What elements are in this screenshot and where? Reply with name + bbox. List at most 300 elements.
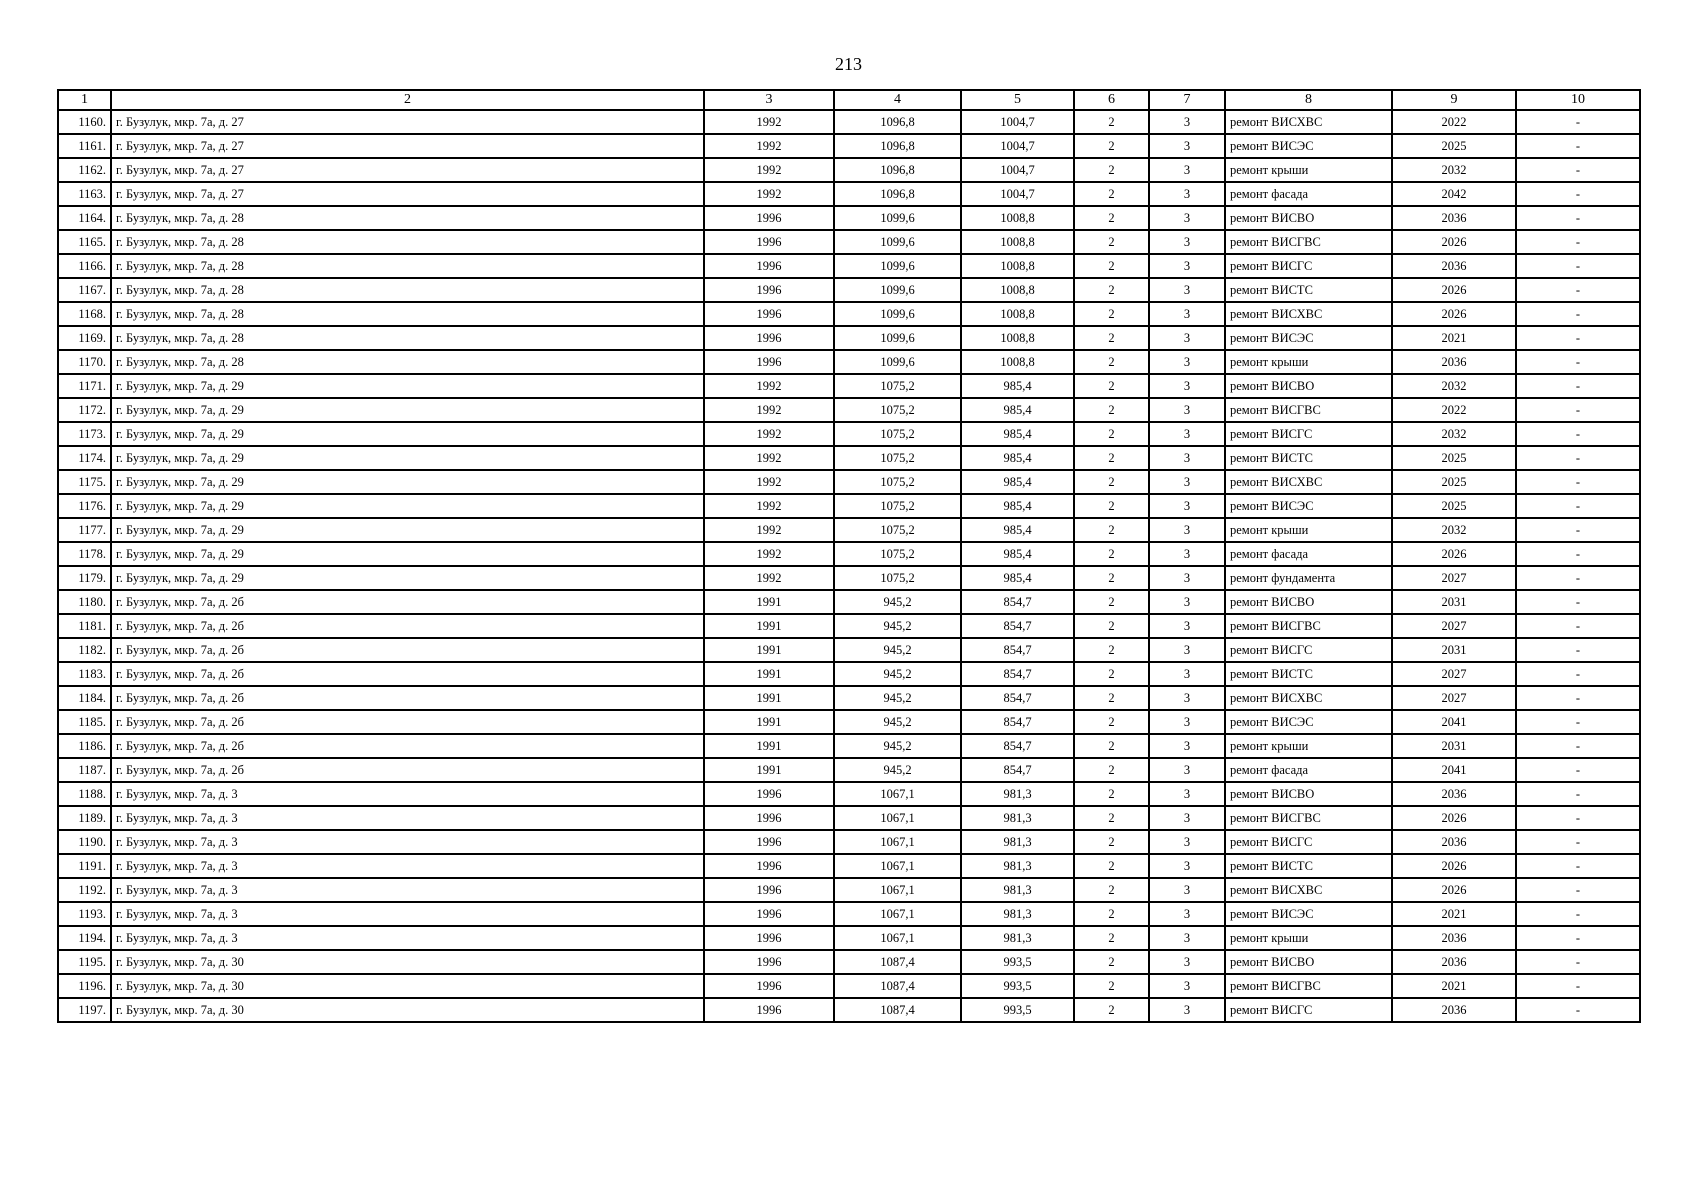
cell-entrances: 3 — [1149, 710, 1225, 734]
cell-total-area: 1099,6 — [834, 206, 961, 230]
cell-planned-year: 2021 — [1392, 326, 1516, 350]
cell-total-area: 1075,2 — [834, 518, 961, 542]
cell-entrances: 3 — [1149, 206, 1225, 230]
cell-living-area: 981,3 — [961, 902, 1074, 926]
cell-row-number: 1178. — [58, 542, 111, 566]
cell-living-area: 854,7 — [961, 686, 1074, 710]
table-row — [58, 134, 1640, 158]
table-row — [58, 110, 1640, 134]
cell-planned-year: 2036 — [1392, 206, 1516, 230]
header-col-4: 4 — [834, 90, 961, 110]
cell-total-area: 945,2 — [834, 614, 961, 638]
cell-planned-year: 2025 — [1392, 134, 1516, 158]
cell-address: г. Бузулук, мкр. 7а, д. 29 — [111, 494, 704, 518]
cell-living-area: 1008,8 — [961, 278, 1074, 302]
cell-note: - — [1516, 638, 1640, 662]
cell-entrances: 3 — [1149, 878, 1225, 902]
cell-entrances: 3 — [1149, 590, 1225, 614]
cell-floors: 2 — [1074, 422, 1149, 446]
cell-living-area: 985,4 — [961, 374, 1074, 398]
cell-note: - — [1516, 278, 1640, 302]
cell-build-year: 1992 — [704, 134, 834, 158]
cell-address: г. Бузулук, мкр. 7а, д. 2б — [111, 758, 704, 782]
cell-address: г. Бузулук, мкр. 7а, д. 30 — [111, 974, 704, 998]
cell-work-type: ремонт ВИСЭС — [1225, 710, 1392, 734]
cell-work-type: ремонт ВИСХВС — [1225, 110, 1392, 134]
cell-note: - — [1516, 998, 1640, 1022]
cell-address: г. Бузулук, мкр. 7а, д. 3 — [111, 782, 704, 806]
cell-note: - — [1516, 758, 1640, 782]
cell-total-area: 945,2 — [834, 662, 961, 686]
cell-work-type: ремонт ВИСВО — [1225, 950, 1392, 974]
cell-build-year: 1996 — [704, 998, 834, 1022]
cell-row-number: 1194. — [58, 926, 111, 950]
cell-work-type: ремонт ВИСГВС — [1225, 614, 1392, 638]
cell-living-area: 981,3 — [961, 854, 1074, 878]
cell-planned-year: 2026 — [1392, 878, 1516, 902]
cell-living-area: 985,4 — [961, 566, 1074, 590]
cell-build-year: 1992 — [704, 158, 834, 182]
cell-floors: 2 — [1074, 254, 1149, 278]
cell-work-type: ремонт крыши — [1225, 518, 1392, 542]
cell-entrances: 3 — [1149, 614, 1225, 638]
cell-total-area: 1099,6 — [834, 326, 961, 350]
cell-planned-year: 2036 — [1392, 782, 1516, 806]
table-row — [58, 710, 1640, 734]
table-row — [58, 206, 1640, 230]
header-col-9: 9 — [1392, 90, 1516, 110]
cell-work-type: ремонт ВИСТС — [1225, 854, 1392, 878]
table-row — [58, 374, 1640, 398]
cell-address: г. Бузулук, мкр. 7а, д. 3 — [111, 926, 704, 950]
cell-build-year: 1996 — [704, 782, 834, 806]
cell-total-area: 1075,2 — [834, 566, 961, 590]
cell-row-number: 1167. — [58, 278, 111, 302]
cell-floors: 2 — [1074, 734, 1149, 758]
cell-address: г. Бузулук, мкр. 7а, д. 28 — [111, 254, 704, 278]
cell-living-area: 993,5 — [961, 950, 1074, 974]
cell-living-area: 1008,8 — [961, 254, 1074, 278]
cell-floors: 2 — [1074, 926, 1149, 950]
cell-floors: 2 — [1074, 302, 1149, 326]
cell-floors: 2 — [1074, 614, 1149, 638]
cell-entrances: 3 — [1149, 662, 1225, 686]
cell-row-number: 1196. — [58, 974, 111, 998]
cell-total-area: 1067,1 — [834, 878, 961, 902]
cell-total-area: 1067,1 — [834, 830, 961, 854]
cell-living-area: 981,3 — [961, 878, 1074, 902]
cell-note: - — [1516, 230, 1640, 254]
table-row — [58, 806, 1640, 830]
cell-row-number: 1161. — [58, 134, 111, 158]
cell-planned-year: 2036 — [1392, 254, 1516, 278]
cell-living-area: 985,4 — [961, 494, 1074, 518]
cell-work-type: ремонт ВИСГВС — [1225, 974, 1392, 998]
cell-entrances: 3 — [1149, 326, 1225, 350]
cell-build-year: 1991 — [704, 758, 834, 782]
cell-total-area: 1087,4 — [834, 950, 961, 974]
cell-address: г. Бузулук, мкр. 7а, д. 3 — [111, 878, 704, 902]
cell-row-number: 1183. — [58, 662, 111, 686]
header-col-6: 6 — [1074, 90, 1149, 110]
cell-total-area: 1096,8 — [834, 182, 961, 206]
cell-living-area: 985,4 — [961, 518, 1074, 542]
cell-entrances: 3 — [1149, 902, 1225, 926]
cell-build-year: 1996 — [704, 950, 834, 974]
cell-work-type: ремонт ВИСВО — [1225, 782, 1392, 806]
cell-work-type: ремонт ВИСГС — [1225, 998, 1392, 1022]
cell-row-number: 1189. — [58, 806, 111, 830]
cell-floors: 2 — [1074, 518, 1149, 542]
cell-floors: 2 — [1074, 710, 1149, 734]
cell-total-area: 1067,1 — [834, 854, 961, 878]
cell-work-type: ремонт ВИСГВС — [1225, 806, 1392, 830]
cell-build-year: 1991 — [704, 710, 834, 734]
cell-address: г. Бузулук, мкр. 7а, д. 28 — [111, 278, 704, 302]
cell-note: - — [1516, 710, 1640, 734]
cell-build-year: 1992 — [704, 446, 834, 470]
cell-living-area: 854,7 — [961, 758, 1074, 782]
table-row — [58, 590, 1640, 614]
cell-floors: 2 — [1074, 206, 1149, 230]
cell-work-type: ремонт крыши — [1225, 926, 1392, 950]
capital-repair-table — [57, 89, 1641, 1023]
cell-row-number: 1190. — [58, 830, 111, 854]
cell-entrances: 3 — [1149, 854, 1225, 878]
cell-row-number: 1166. — [58, 254, 111, 278]
cell-address: г. Бузулук, мкр. 7а, д. 3 — [111, 806, 704, 830]
cell-entrances: 3 — [1149, 926, 1225, 950]
cell-note: - — [1516, 950, 1640, 974]
cell-note: - — [1516, 926, 1640, 950]
cell-note: - — [1516, 374, 1640, 398]
cell-row-number: 1188. — [58, 782, 111, 806]
cell-work-type: ремонт фундамента — [1225, 566, 1392, 590]
cell-note: - — [1516, 734, 1640, 758]
cell-row-number: 1169. — [58, 326, 111, 350]
cell-living-area: 981,3 — [961, 926, 1074, 950]
header-col-5: 5 — [961, 90, 1074, 110]
cell-build-year: 1996 — [704, 302, 834, 326]
cell-work-type: ремонт ВИСГС — [1225, 254, 1392, 278]
cell-total-area: 945,2 — [834, 590, 961, 614]
cell-floors: 2 — [1074, 350, 1149, 374]
cell-build-year: 1992 — [704, 518, 834, 542]
cell-entrances: 3 — [1149, 950, 1225, 974]
cell-note: - — [1516, 854, 1640, 878]
cell-address: г. Бузулук, мкр. 7а, д. 30 — [111, 998, 704, 1022]
cell-floors: 2 — [1074, 134, 1149, 158]
cell-total-area: 945,2 — [834, 686, 961, 710]
cell-entrances: 3 — [1149, 182, 1225, 206]
cell-address: г. Бузулук, мкр. 7а, д. 29 — [111, 518, 704, 542]
cell-floors: 2 — [1074, 110, 1149, 134]
cell-total-area: 1075,2 — [834, 374, 961, 398]
cell-build-year: 1991 — [704, 734, 834, 758]
cell-build-year: 1996 — [704, 902, 834, 926]
cell-note: - — [1516, 302, 1640, 326]
cell-planned-year: 2031 — [1392, 734, 1516, 758]
cell-address: г. Бузулук, мкр. 7а, д. 3 — [111, 854, 704, 878]
cell-row-number: 1177. — [58, 518, 111, 542]
cell-note: - — [1516, 446, 1640, 470]
cell-living-area: 854,7 — [961, 590, 1074, 614]
cell-row-number: 1193. — [58, 902, 111, 926]
table-row — [58, 158, 1640, 182]
cell-floors: 2 — [1074, 398, 1149, 422]
cell-living-area: 854,7 — [961, 638, 1074, 662]
cell-entrances: 3 — [1149, 470, 1225, 494]
cell-living-area: 854,7 — [961, 710, 1074, 734]
table-row — [58, 902, 1640, 926]
cell-total-area: 1075,2 — [834, 470, 961, 494]
cell-build-year: 1996 — [704, 206, 834, 230]
cell-row-number: 1174. — [58, 446, 111, 470]
cell-entrances: 3 — [1149, 734, 1225, 758]
cell-entrances: 3 — [1149, 374, 1225, 398]
cell-build-year: 1996 — [704, 854, 834, 878]
cell-note: - — [1516, 206, 1640, 230]
cell-floors: 2 — [1074, 278, 1149, 302]
cell-total-area: 1099,6 — [834, 254, 961, 278]
cell-note: - — [1516, 878, 1640, 902]
cell-work-type: ремонт ВИСХВС — [1225, 302, 1392, 326]
cell-note: - — [1516, 254, 1640, 278]
cell-note: - — [1516, 350, 1640, 374]
cell-work-type: ремонт ВИСТС — [1225, 662, 1392, 686]
header-col-8: 8 — [1225, 90, 1392, 110]
cell-entrances: 3 — [1149, 134, 1225, 158]
table-row — [58, 926, 1640, 950]
cell-row-number: 1173. — [58, 422, 111, 446]
cell-row-number: 1191. — [58, 854, 111, 878]
cell-build-year: 1992 — [704, 422, 834, 446]
cell-floors: 2 — [1074, 590, 1149, 614]
cell-total-area: 1075,2 — [834, 446, 961, 470]
cell-build-year: 1992 — [704, 470, 834, 494]
cell-address: г. Бузулук, мкр. 7а, д. 2б — [111, 662, 704, 686]
table-row — [58, 278, 1640, 302]
cell-planned-year: 2027 — [1392, 686, 1516, 710]
cell-build-year: 1996 — [704, 878, 834, 902]
cell-address: г. Бузулук, мкр. 7а, д. 2б — [111, 614, 704, 638]
cell-build-year: 1991 — [704, 638, 834, 662]
cell-floors: 2 — [1074, 470, 1149, 494]
cell-work-type: ремонт ВИСЭС — [1225, 326, 1392, 350]
cell-address: г. Бузулук, мкр. 7а, д. 29 — [111, 542, 704, 566]
cell-planned-year: 2041 — [1392, 710, 1516, 734]
table-row — [58, 566, 1640, 590]
cell-living-area: 985,4 — [961, 470, 1074, 494]
cell-build-year: 1992 — [704, 182, 834, 206]
cell-total-area: 1096,8 — [834, 110, 961, 134]
cell-planned-year: 2026 — [1392, 542, 1516, 566]
cell-row-number: 1164. — [58, 206, 111, 230]
cell-living-area: 985,4 — [961, 398, 1074, 422]
table-row — [58, 830, 1640, 854]
cell-planned-year: 2032 — [1392, 374, 1516, 398]
cell-note: - — [1516, 158, 1640, 182]
cell-planned-year: 2036 — [1392, 926, 1516, 950]
cell-work-type: ремонт фасада — [1225, 542, 1392, 566]
cell-build-year: 1992 — [704, 542, 834, 566]
cell-entrances: 3 — [1149, 830, 1225, 854]
cell-total-area: 1067,1 — [834, 926, 961, 950]
cell-address: г. Бузулук, мкр. 7а, д. 29 — [111, 470, 704, 494]
cell-entrances: 3 — [1149, 254, 1225, 278]
cell-entrances: 3 — [1149, 566, 1225, 590]
cell-build-year: 1991 — [704, 614, 834, 638]
cell-entrances: 3 — [1149, 278, 1225, 302]
cell-note: - — [1516, 782, 1640, 806]
cell-total-area: 1099,6 — [834, 350, 961, 374]
cell-planned-year: 2036 — [1392, 350, 1516, 374]
cell-row-number: 1171. — [58, 374, 111, 398]
cell-floors: 2 — [1074, 806, 1149, 830]
cell-living-area: 985,4 — [961, 446, 1074, 470]
cell-entrances: 3 — [1149, 758, 1225, 782]
cell-note: - — [1516, 902, 1640, 926]
cell-build-year: 1996 — [704, 326, 834, 350]
cell-address: г. Бузулук, мкр. 7а, д. 28 — [111, 326, 704, 350]
cell-total-area: 1096,8 — [834, 158, 961, 182]
cell-row-number: 1162. — [58, 158, 111, 182]
cell-address: г. Бузулук, мкр. 7а, д. 2б — [111, 686, 704, 710]
cell-note: - — [1516, 686, 1640, 710]
cell-work-type: ремонт ВИСВО — [1225, 374, 1392, 398]
cell-planned-year: 2027 — [1392, 614, 1516, 638]
cell-address: г. Бузулук, мкр. 7а, д. 28 — [111, 230, 704, 254]
cell-living-area: 993,5 — [961, 974, 1074, 998]
cell-address: г. Бузулук, мкр. 7а, д. 29 — [111, 398, 704, 422]
cell-build-year: 1996 — [704, 830, 834, 854]
cell-note: - — [1516, 662, 1640, 686]
cell-note: - — [1516, 614, 1640, 638]
cell-work-type: ремонт крыши — [1225, 350, 1392, 374]
cell-entrances: 3 — [1149, 446, 1225, 470]
cell-living-area: 985,4 — [961, 542, 1074, 566]
cell-living-area: 1008,8 — [961, 326, 1074, 350]
cell-work-type: ремонт ВИСТС — [1225, 278, 1392, 302]
cell-entrances: 3 — [1149, 494, 1225, 518]
cell-entrances: 3 — [1149, 230, 1225, 254]
cell-planned-year: 2041 — [1392, 758, 1516, 782]
cell-row-number: 1181. — [58, 614, 111, 638]
cell-floors: 2 — [1074, 854, 1149, 878]
cell-entrances: 3 — [1149, 638, 1225, 662]
cell-address: г. Бузулук, мкр. 7а, д. 2б — [111, 734, 704, 758]
table-row — [58, 518, 1640, 542]
cell-planned-year: 2026 — [1392, 302, 1516, 326]
cell-living-area: 854,7 — [961, 614, 1074, 638]
cell-note: - — [1516, 518, 1640, 542]
cell-total-area: 1096,8 — [834, 134, 961, 158]
cell-entrances: 3 — [1149, 782, 1225, 806]
table-row — [58, 230, 1640, 254]
cell-planned-year: 2026 — [1392, 230, 1516, 254]
cell-address: г. Бузулук, мкр. 7а, д. 29 — [111, 422, 704, 446]
cell-row-number: 1179. — [58, 566, 111, 590]
table-row — [58, 974, 1640, 998]
cell-row-number: 1170. — [58, 350, 111, 374]
cell-build-year: 1991 — [704, 686, 834, 710]
cell-floors: 2 — [1074, 878, 1149, 902]
table-row — [58, 638, 1640, 662]
cell-living-area: 993,5 — [961, 998, 1074, 1022]
cell-row-number: 1186. — [58, 734, 111, 758]
table-row — [58, 950, 1640, 974]
table-row — [58, 542, 1640, 566]
table-row — [58, 854, 1640, 878]
cell-row-number: 1172. — [58, 398, 111, 422]
cell-floors: 2 — [1074, 542, 1149, 566]
cell-note: - — [1516, 110, 1640, 134]
cell-work-type: ремонт ВИСХВС — [1225, 470, 1392, 494]
cell-note: - — [1516, 590, 1640, 614]
cell-planned-year: 2031 — [1392, 638, 1516, 662]
cell-row-number: 1163. — [58, 182, 111, 206]
cell-planned-year: 2026 — [1392, 854, 1516, 878]
cell-planned-year: 2036 — [1392, 830, 1516, 854]
cell-planned-year: 2031 — [1392, 590, 1516, 614]
cell-address: г. Бузулук, мкр. 7а, д. 27 — [111, 182, 704, 206]
cell-living-area: 1004,7 — [961, 134, 1074, 158]
cell-entrances: 3 — [1149, 350, 1225, 374]
table-row — [58, 614, 1640, 638]
header-col-10: 10 — [1516, 90, 1640, 110]
cell-build-year: 1996 — [704, 350, 834, 374]
cell-work-type: ремонт ВИСГС — [1225, 638, 1392, 662]
cell-total-area: 945,2 — [834, 758, 961, 782]
cell-note: - — [1516, 326, 1640, 350]
header-col-1: 1 — [58, 90, 111, 110]
table-row — [58, 686, 1640, 710]
cell-work-type: ремонт крыши — [1225, 158, 1392, 182]
cell-living-area: 981,3 — [961, 806, 1074, 830]
cell-planned-year: 2032 — [1392, 158, 1516, 182]
cell-total-area: 1087,4 — [834, 998, 961, 1022]
cell-floors: 2 — [1074, 494, 1149, 518]
cell-planned-year: 2036 — [1392, 998, 1516, 1022]
cell-address: г. Бузулук, мкр. 7а, д. 2б — [111, 590, 704, 614]
cell-total-area: 1087,4 — [834, 974, 961, 998]
cell-living-area: 1008,8 — [961, 206, 1074, 230]
cell-floors: 2 — [1074, 326, 1149, 350]
table-row — [58, 758, 1640, 782]
cell-living-area: 985,4 — [961, 422, 1074, 446]
cell-living-area: 854,7 — [961, 734, 1074, 758]
cell-work-type: ремонт ВИСТС — [1225, 446, 1392, 470]
cell-floors: 2 — [1074, 782, 1149, 806]
cell-entrances: 3 — [1149, 806, 1225, 830]
cell-address: г. Бузулук, мкр. 7а, д. 28 — [111, 302, 704, 326]
cell-build-year: 1992 — [704, 494, 834, 518]
cell-note: - — [1516, 542, 1640, 566]
cell-note: - — [1516, 974, 1640, 998]
cell-total-area: 1075,2 — [834, 422, 961, 446]
page-number: 213 — [835, 54, 862, 74]
table-row — [58, 470, 1640, 494]
cell-note: - — [1516, 494, 1640, 518]
cell-build-year: 1996 — [704, 806, 834, 830]
cell-total-area: 1099,6 — [834, 302, 961, 326]
table-row — [58, 734, 1640, 758]
cell-planned-year: 2021 — [1392, 902, 1516, 926]
cell-work-type: ремонт ВИСЭС — [1225, 134, 1392, 158]
cell-row-number: 1168. — [58, 302, 111, 326]
table-row — [58, 182, 1640, 206]
table-row — [58, 446, 1640, 470]
